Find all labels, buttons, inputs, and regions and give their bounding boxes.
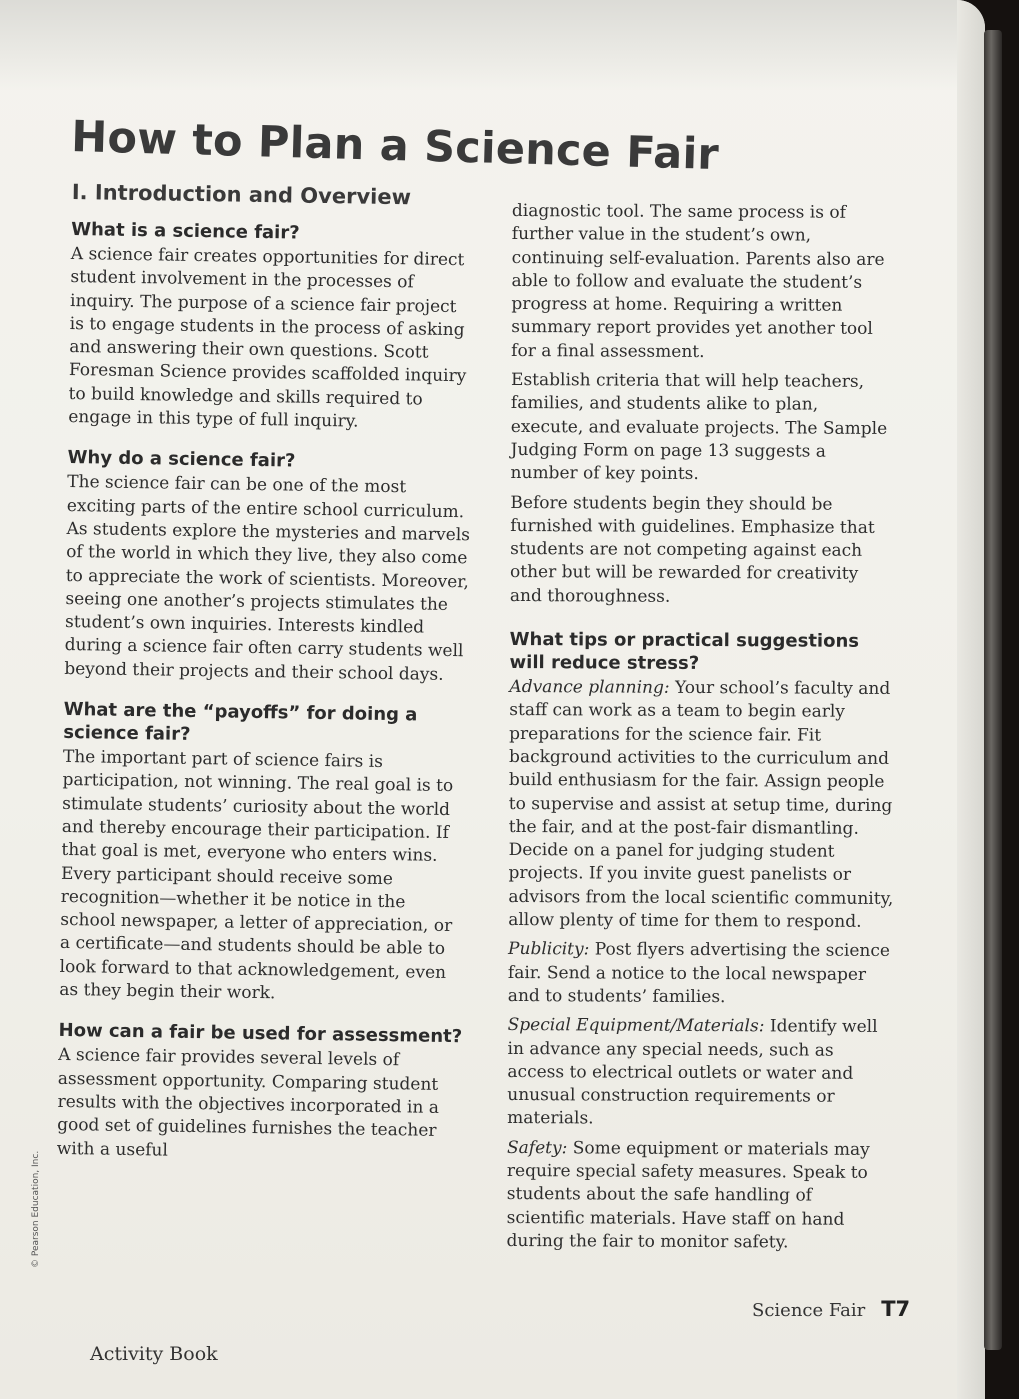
tip-title: Publicity:	[508, 939, 590, 960]
page-number: T7	[881, 1297, 911, 1321]
paragraph-guidelines: Before students begin they should be furnished with guidelines. Emphasize that students are not competing against each other but will be rewarded for creativity and thoroughness.	[509, 492, 875, 607]
page-title: How to Plan a Science Fair	[70, 112, 720, 181]
question-heading: How can a fair be used for assessment?	[58, 1020, 463, 1048]
page-edge	[957, 0, 985, 1399]
tip-text: Your school’s faculty and staff can work as a team to begin early preparations for the science fair. Fit background activities to the curriculum and build enthusiasm for the fair. Assign people to supervise and assist at setup time, during the fair, and at the post-fair dismantling. Decide on a panel for judging student projects. If you invite guest panelists or advisors from the local scientific community, allow plenty of time for them to respond.	[508, 677, 894, 932]
tips-heading: What tips or practical suggestions will reduce stress?	[509, 629, 860, 675]
tip-special-equipment	[507, 1014, 893, 1132]
tip-title: Safety:	[506, 1137, 568, 1158]
question-heading: What is a science fair?	[71, 218, 300, 244]
tip-text: Identify well in advance any special needs, such as access to electrical outlets or water and unusual construction requirements or materials.	[507, 1016, 878, 1129]
question-heading: What are the “payoffs” for doing a science fair?	[63, 698, 418, 745]
footer-page-label	[752, 1297, 910, 1321]
question-heading: Why do a science fair?	[67, 447, 296, 472]
answer-paragraph: The important part of science fairs is participation, not winning. The real goal is to stimulate students’ curiosity about the world and thereby encourage their participation. If that goal is met, everyone who enters wins. Every participant should receive some recognition—whether it be notice in the school newspaper, a letter of appreciation, or a certificate—and students should be able to look forward to that acknowledgement, even as they begin their work.	[59, 746, 454, 1004]
section-heading: I. Introduction and Overview	[71, 180, 412, 210]
answer-paragraph: The science fair can be one of the most exciting parts of the entire school curriculum. As students explore the mysteries and marvels of the world in which they live, they also come to appreciate the work of scientists. Moreover, seeing one another’s projects stimulates the student’s own inquiries. Interests kindled during a science fair often carry students well beyond their projects and their school days.	[64, 472, 471, 685]
copyright-notice: © Pearson Education, Inc.	[31, 1150, 41, 1268]
block-assessment	[57, 1019, 464, 1167]
footer-book-title: Activity Book	[90, 1343, 218, 1365]
left-column	[56, 180, 477, 1184]
tip-text: Some equipment or materials may require special safety measures. Speak to students about the safe handling of scientific materials. Have staff on hand during the fair to monitor safety.	[506, 1138, 870, 1253]
paragraph-diagnostic: diagnostic tool. The same process is of further value in the student’s own, continuing self-evaluation. Parents also are able to follow and evaluate the student’s progress at home. Requiring a written summary report provides yet another tool for a final assessment.	[511, 200, 885, 362]
block-payoffs	[59, 698, 469, 1009]
tip-title: Advance planning:	[509, 677, 670, 698]
tip-title: Special Equipment/Materials:	[507, 1015, 765, 1037]
answer-paragraph: A science fair creates opportunities for direct student involvement in the processes of inquiry. The purpose of a science fair project is to engage students in the process of asking and answering their own questions. Scott Foresman Science provides scaffolded inquiry to build knowledge and skills required to engage in this type of full inquiry.	[68, 243, 467, 432]
tip-advance-planning	[508, 676, 894, 934]
book-binding	[984, 30, 1002, 1350]
footer-section-label: Science Fair	[752, 1300, 866, 1321]
tip-text: Post flyers advertising the science fair. Send a notice to the local newspaper and to students’ families.	[507, 939, 890, 1008]
page-shadow	[0, 0, 985, 90]
paragraph-criteria: Establish criteria that will help teachers, families, and students alike to plan, execute, and evaluate projects. The Sample Judging Form on page 13 suggests a number of key points.	[510, 370, 888, 485]
block-why	[64, 446, 473, 687]
answer-paragraph: A science fair provides several levels of assessment opportunity. Comparing student results with the objectives incorporated in a good set of guidelines furnishes the teacher with a useful	[56, 1045, 440, 1161]
block-what-is	[68, 218, 476, 436]
tip-safety	[506, 1137, 892, 1255]
tip-publicity	[508, 938, 893, 1010]
right-column	[506, 200, 897, 1261]
